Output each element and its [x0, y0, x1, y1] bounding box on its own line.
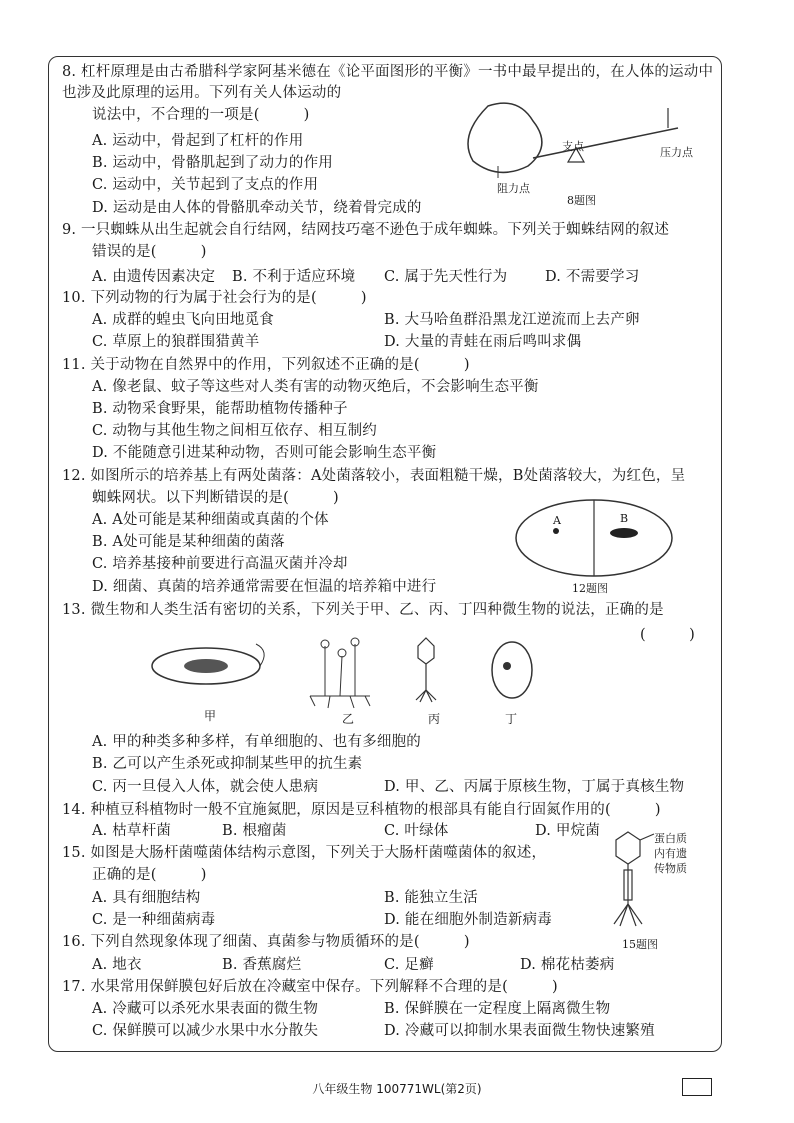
q13-option-b: B. 乙可以产生杀死或抑制某些甲的抗生素	[92, 756, 363, 772]
q14-option-b: B. 根瘤菌	[222, 823, 287, 839]
q17-option-b: B. 保鲜膜在一定程度上隔离微生物	[384, 1001, 611, 1017]
q12-petri-dish-figure	[514, 498, 674, 578]
q15-label-inner1: 内有遗	[654, 847, 687, 860]
q15-stem-line1: 15. 如图是大肠杆菌噬菌体结构示意图，下列关于大肠杆菌噬菌体的叙述，	[62, 845, 547, 861]
q15-option-d: D. 能在细胞外制造新病毒	[384, 912, 552, 928]
q9-stem-line2: 错误的是( )	[92, 244, 207, 260]
q15-option-c: C. 是一种细菌病毒	[92, 912, 216, 928]
q12-option-a: A. A处可能是某种细菌或真菌的个体	[92, 512, 329, 528]
q13-stem: 13. 微生物和人类生活有密切的关系，下列关于甲、乙、丙、丁四种微生物的说法，正确的是	[62, 602, 664, 618]
q15-caption: 15题图	[622, 938, 658, 951]
q17-option-a: A. 冷藏可以杀死水果表面的微生物	[92, 1001, 319, 1017]
q14-stem: 14. 种植豆科植物时一般不宜施氮肥，原因是豆科植物的根部具有能自行固氮作用的( )	[62, 802, 661, 818]
q12-option-d: D. 细菌、真菌的培养通常需要在恒温的培养箱中进行	[92, 579, 437, 595]
q8-option-b: B. 运动中，骨骼肌起到了动力的作用	[92, 155, 333, 171]
q16-option-a: A. 地衣	[92, 957, 142, 973]
q12-label-a: A	[553, 514, 561, 527]
q15-option-b: B. 能独立生活	[384, 890, 478, 906]
q13-microbes-figure	[150, 636, 570, 716]
q9-option-b: B. 不利于适应环境	[232, 269, 356, 285]
q10-option-c: C. 草原上的狼群围猎黄羊	[92, 334, 260, 350]
q17-option-d: D. 冷藏可以抑制水果表面微生物快速繁殖	[384, 1023, 655, 1039]
q9-option-a: A. 由遗传因素决定	[92, 269, 216, 285]
q8-stem-line2: 说法中，不合理的一项是( )	[92, 107, 310, 123]
q8-option-a: A. 运动中，骨起到了杠杆的作用	[92, 133, 304, 149]
page-footer: 八年级生物 100771WL(第2页)	[312, 1082, 482, 1096]
q8-label-fulcrum: 支点	[562, 140, 584, 153]
q12-caption: 12题图	[572, 582, 608, 595]
q15-phage-figure	[606, 830, 656, 930]
q13-label-ding: 丁	[505, 712, 518, 726]
q13-answer-paren: ( )	[640, 627, 695, 643]
q9-stem-line1: 9. 一只蜘蛛从出生起就会自行结网，结网技巧毫不逊色于成年蜘蛛。下列关于蜘蛛结网的叙述	[62, 222, 670, 238]
q13-option-a: A. 甲的种类多种多样，有单细胞的、也有多细胞的	[92, 734, 421, 750]
q17-stem: 17. 水果常用保鲜膜包好后放在冷藏室中保存。下列解释不合理的是( )	[62, 979, 558, 995]
q15-label-protein: 蛋白质	[654, 832, 687, 845]
score-box	[682, 1078, 712, 1096]
q12-option-b: B. A处可能是某种细菌的菌落	[92, 534, 285, 550]
q10-option-b: B. 大马哈鱼群沿黑龙江逆流而上去产卵	[384, 312, 640, 328]
q10-option-a: A. 成群的蝗虫飞向田地觅食	[92, 312, 274, 328]
q15-stem-line2: 正确的是( )	[92, 867, 207, 883]
q9-option-c: C. 属于先天性行为	[384, 269, 508, 285]
q8-label-force: 压力点	[660, 146, 693, 159]
q11-option-d: D. 不能随意引进某种动物，否则可能会影响生态平衡	[92, 445, 437, 461]
q11-stem: 11. 关于动物在自然界中的作用，下列叙述不正确的是( )	[62, 357, 470, 373]
q10-option-d: D. 大量的青蛙在雨后鸣叫求偶	[384, 334, 582, 350]
q8-caption: 8题图	[567, 194, 596, 207]
q8-option-c: C. 运动中，关节起到了支点的作用	[92, 177, 319, 193]
q16-option-d: D. 棉花枯萎病	[520, 957, 615, 973]
q11-option-c: C. 动物与其他生物之间相互依存、相互制约	[92, 423, 377, 439]
q13-option-c: C. 丙一旦侵入人体，就会使人患病	[92, 779, 319, 795]
q12-stem-line1: 12. 如图所示的培养基上有两处菌落：A处菌落较小，表面粗糙干燥，B处菌落较大，为红色，呈	[62, 468, 686, 484]
q11-option-a: A. 像老鼠、蚊子等这些对人类有害的动物灭绝后，不会影响生态平衡	[92, 379, 539, 395]
q12-stem-line2: 蜘蛛网状。以下判断错误的是( )	[92, 490, 339, 506]
q16-stem: 16. 下列自然现象体现了细菌、真菌参与物质循环的是( )	[62, 934, 470, 950]
q13-option-d: D. 甲、乙、丙属于原核生物，丁属于真核生物	[384, 779, 685, 795]
q13-label-bing: 丙	[428, 712, 441, 726]
q12-label-b: B	[620, 512, 629, 525]
q16-option-c: C. 足癣	[384, 957, 434, 973]
q14-option-c: C. 叶绿体	[384, 823, 449, 839]
q8-option-d: D. 运动是由人体的骨骼肌牵动关节，绕着骨完成的	[92, 200, 422, 216]
q8-stem-text: 8. 杠杆原理是由古希腊科学家阿基米德在《论平面图形的平衡》一书中最早提出的，在人体的运动中也涉及此原理的运用。下列有关人体运动的	[62, 64, 714, 101]
q9-option-d: D. 不需要学习	[545, 269, 640, 285]
q14-option-a: A. 枯草杆菌	[92, 823, 172, 839]
q12-option-c: C. 培养基接种前要进行高温灭菌并冷却	[92, 556, 348, 572]
q17-option-c: C. 保鲜膜可以减少水果中水分散失	[92, 1023, 319, 1039]
q14-option-d: D. 甲烷菌	[535, 823, 601, 839]
q11-option-b: B. 动物采食野果，能帮助植物传播种子	[92, 401, 348, 417]
q13-label-jia: 甲	[204, 709, 217, 723]
q16-option-b: B. 香蕉腐烂	[222, 957, 302, 973]
q13-label-yi: 乙	[342, 712, 355, 726]
q10-stem: 10. 下列动物的行为属于社会行为的是( )	[62, 290, 367, 306]
q15-label-inner2: 传物质	[654, 862, 687, 875]
q15-option-a: A. 具有细胞结构	[92, 890, 201, 906]
q8-label-resistance: 阻力点	[497, 182, 530, 195]
